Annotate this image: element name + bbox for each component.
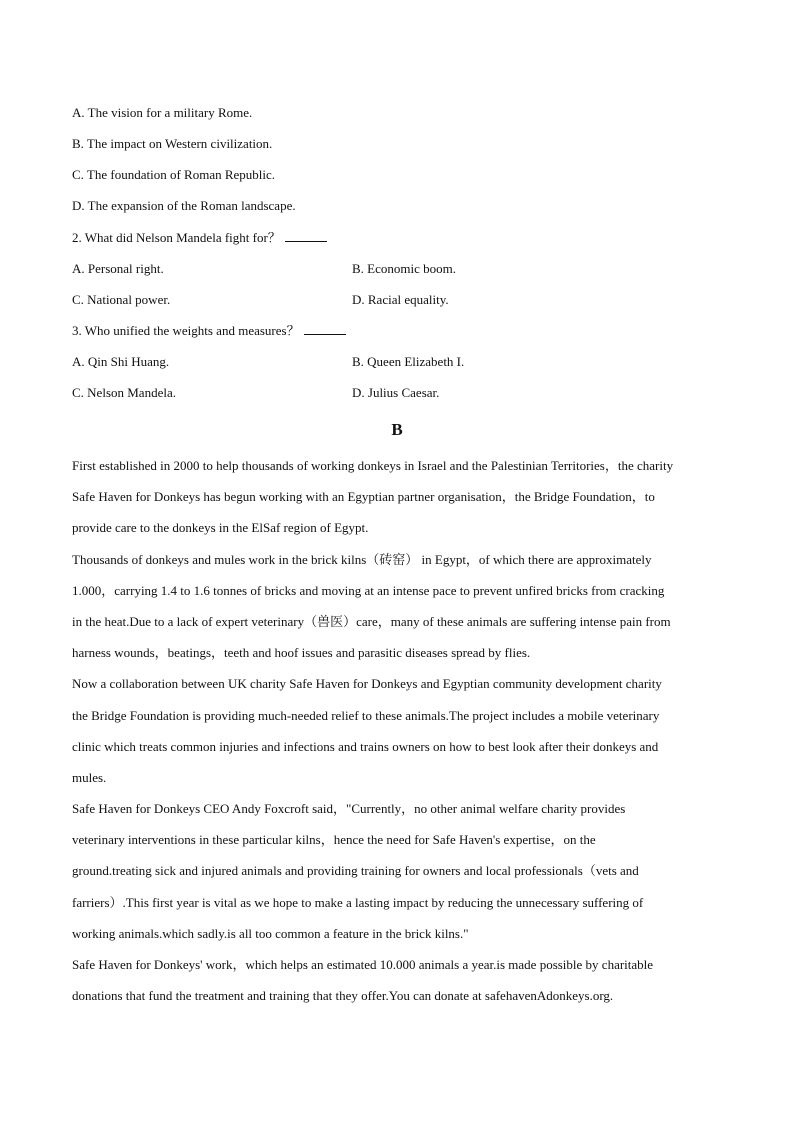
paragraph-line: Safe Haven for Donkeys' work，which helps an estimated 10.000 animals a year.is made possible by charitable	[72, 957, 654, 972]
q3-question-line	[72, 323, 346, 339]
paragraph-line: Thousands of donkeys and mules work in the brick kilns（砖窑） in Egypt，of which there are approximately	[72, 551, 652, 567]
q2-option-c: C. National power.	[72, 292, 171, 307]
paragraph-1	[72, 458, 732, 1019]
q3-question: 3. Who unified the weights and measures？	[72, 323, 300, 338]
paragraph-line: First established in 2000 to help thousands of working donkeys in Israel and the Palestinian Territories，the charity	[72, 458, 674, 473]
paragraph-line: in the heat.Due to a lack of expert veterinary（兽医）care，many of these animals are suffering intense pain from	[72, 613, 671, 629]
paragraph-line: working animals.which sadly.is all too common a feature in the brick kilns."	[72, 925, 469, 941]
paragraph-line: farriers）.This first year is vital as we hope to make a lasting impact by reducing the unnecessary suffering of	[72, 894, 644, 910]
section-heading: B	[391, 420, 403, 439]
paragraph-line: donations that fund the treatment and training that they offer.You can donate at safehavenAdonkeys.org.	[72, 988, 614, 1004]
q1-option-a: A. The vision for a military Rome.	[72, 105, 253, 120]
q2-question: 2. What did Nelson Mandela fight for？	[72, 230, 281, 245]
paragraph-line: Safe Haven for Donkeys has begun working with an Egyptian partner organisation，the Bridge Foundation，to	[72, 489, 655, 505]
paragraph-line: 1.000，carrying 1.4 to 1.6 tonnes of bricks and moving at an intense pace to prevent unfired bricks from cracking	[72, 582, 665, 598]
q2-question-line	[72, 230, 327, 246]
q3-option-c: C. Nelson Mandela.	[72, 385, 176, 400]
q1-option-d: D. The expansion of the Roman landscape.	[72, 198, 296, 213]
q1-option-c: C. The foundation of Roman Republic.	[72, 167, 276, 182]
q2-option-d: D. Racial equality.	[352, 292, 449, 307]
q2-option-a: A. Personal right.	[72, 261, 164, 276]
paragraph-line: ground.treating sick and injured animals and providing training for owners and local professionals（vets and	[72, 863, 639, 879]
paragraph-line: provide care to the donkeys in the ElSaf region of Egypt.	[72, 520, 369, 536]
q3-option-a: A. Qin Shi Huang.	[72, 354, 170, 369]
paragraph-line: the Bridge Foundation is providing much-needed relief to these animals.The project includes a mobile veterinary	[72, 707, 660, 723]
paragraph-line: Now a collaboration between UK charity Safe Haven for Donkeys and Egyptian community development charity	[72, 676, 662, 692]
q2-answer-blank	[285, 230, 327, 242]
paragraph-line: clinic which treats common injuries and infections and trains owners on how to best look after their donkeys and	[72, 738, 659, 754]
paragraph-line: harness wounds，beatings，teeth and hoof issues and parasitic diseases spread by flies.	[72, 645, 531, 661]
paragraph-line: veterinary interventions in these particular kilns，hence the need for Safe Haven's expertise，on the	[72, 832, 596, 848]
q3-option-b: B. Queen Elizabeth I.	[352, 354, 465, 369]
q3-option-d: D. Julius Caesar.	[352, 385, 440, 400]
paragraph-line: mules.	[72, 769, 107, 785]
q2-option-b: B. Economic boom.	[352, 261, 456, 276]
q3-answer-blank	[304, 323, 346, 335]
paragraph-line: Safe Haven for Donkeys CEO Andy Foxcroft said，"Currently，no other animal welfare charity provides	[72, 801, 626, 817]
q1-option-b: B. The impact on Western civilization.	[72, 136, 273, 151]
